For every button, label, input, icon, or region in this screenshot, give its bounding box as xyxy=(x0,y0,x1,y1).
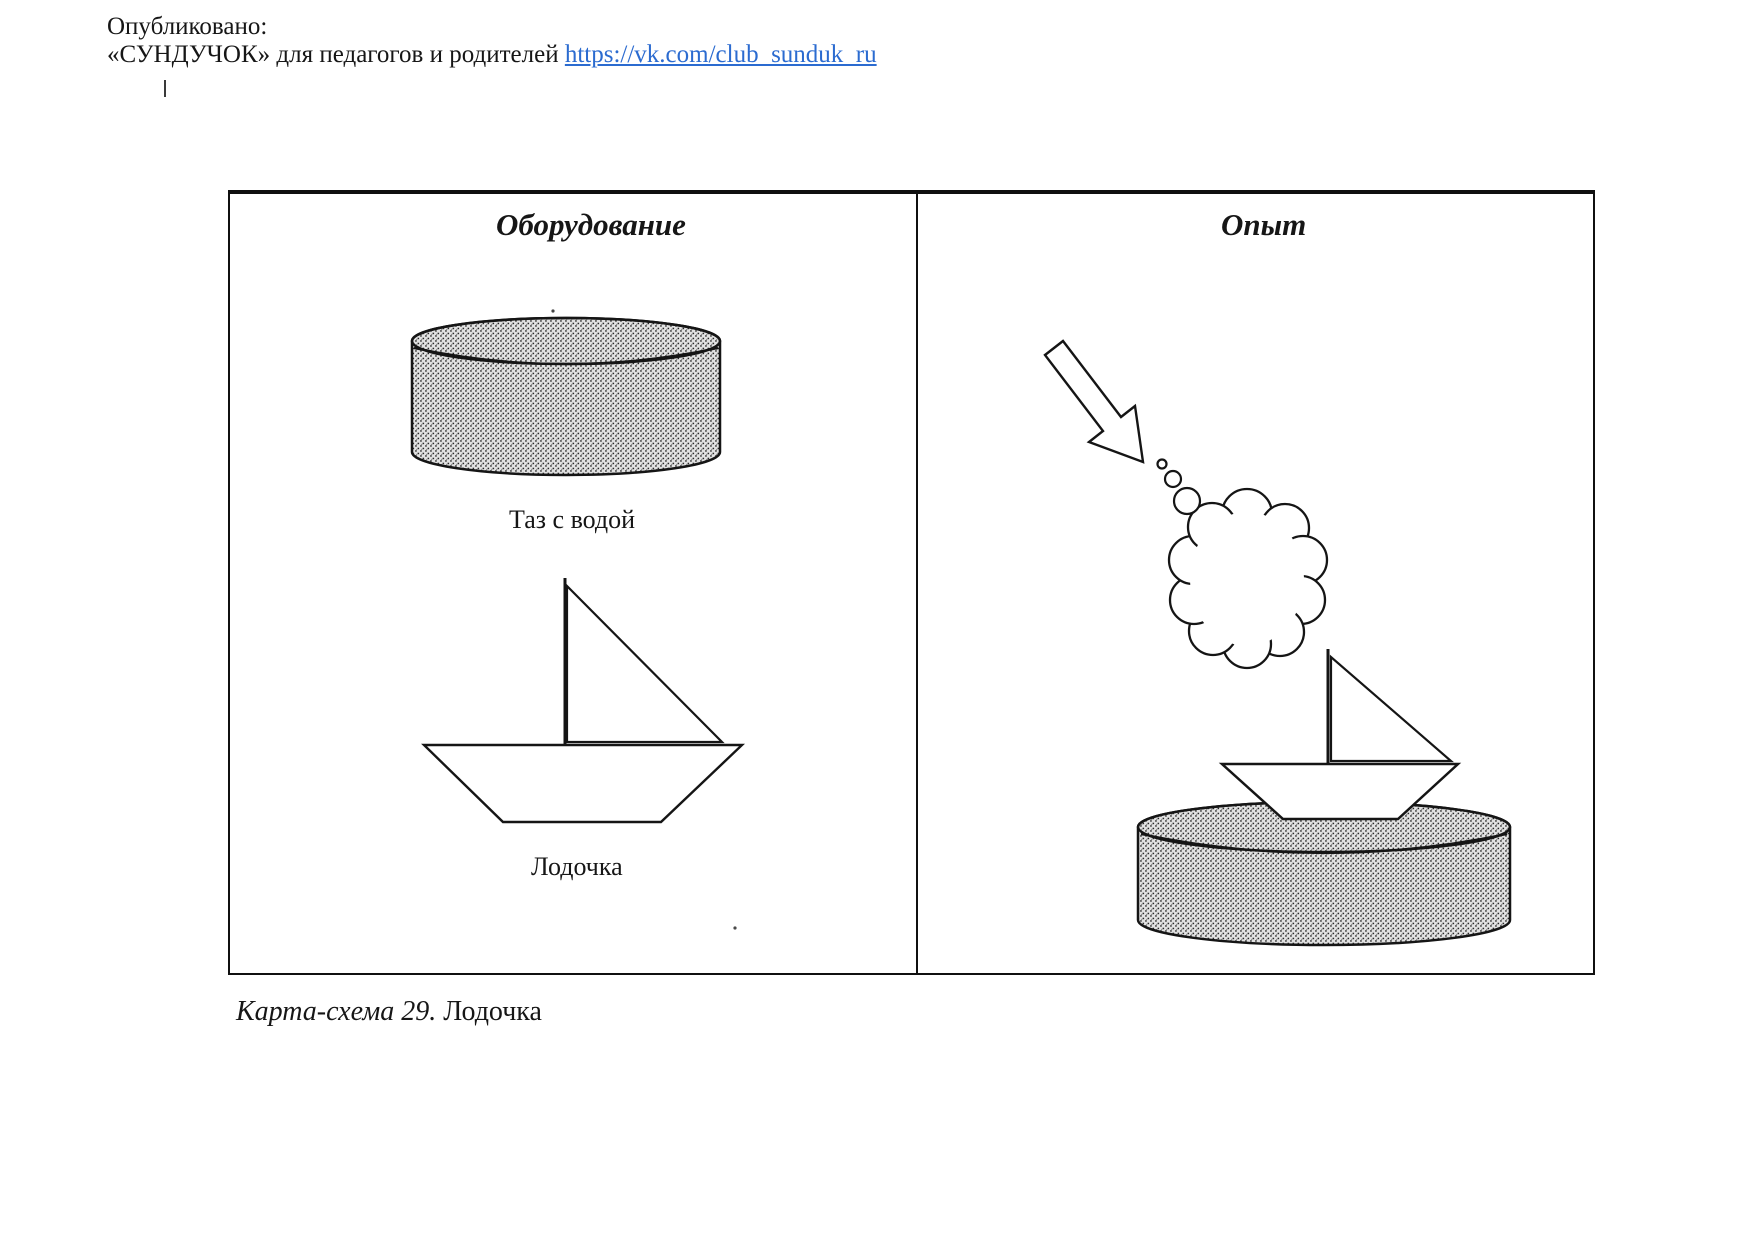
source-prefix-text: «СУНДУЧОК» для педагогов и родителей xyxy=(107,41,565,68)
caption-scheme-number: Карта-схема 29. xyxy=(236,996,437,1027)
published-label: Опубликовано: xyxy=(107,13,268,40)
left-panel-header: Оборудование xyxy=(496,207,686,242)
figure-caption xyxy=(236,996,542,1028)
right-panel-header: Опыт xyxy=(1221,207,1307,242)
boat-label: Лодочка xyxy=(531,852,623,881)
caption-scheme-title: Лодочка xyxy=(436,996,542,1027)
table-cell-divider xyxy=(916,194,918,973)
basin-label: Таз с водой xyxy=(509,505,636,534)
vk-club-link[interactable]: https://vk.com/club_sunduk_ru xyxy=(564,41,877,68)
schema-table xyxy=(228,190,1595,975)
published-source-line xyxy=(107,40,877,70)
scan-artifact-tick xyxy=(164,80,166,97)
